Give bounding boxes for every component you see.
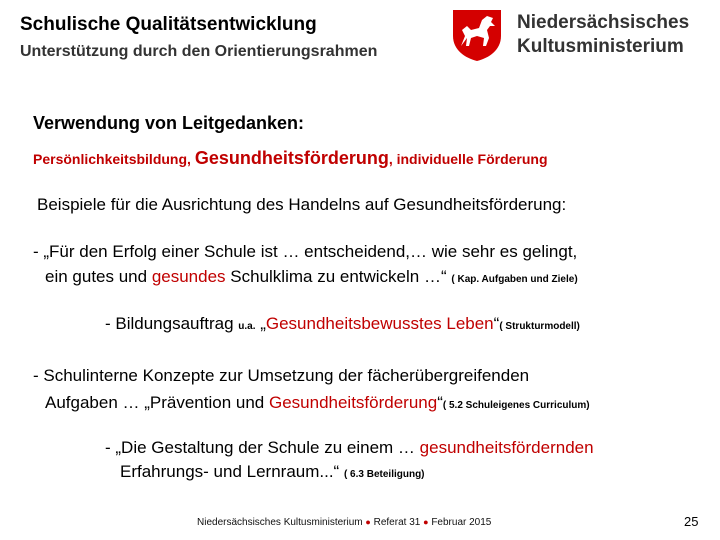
item4-text-b: Erfahrungs- und Lernraum...“: [120, 462, 344, 481]
item3-reference: ( 5.2 Schuleigenes Curriculum): [442, 400, 590, 411]
niedersachsen-horse-crest-icon: [449, 6, 505, 62]
item4-line2: [120, 462, 425, 482]
item2-text-a: - Bildungsauftrag: [105, 314, 239, 333]
item1-text-a: ein gutes und: [45, 267, 152, 286]
intro-text: Beispiele für die Ausrichtung des Handelns auf Gesundheitsförderung:: [37, 195, 567, 214]
ministry-name: [517, 11, 689, 59]
item2-line: [105, 314, 580, 334]
ministry-name-line1: Niedersächsisches: [517, 12, 690, 33]
item2-text-b: u.a.: [238, 321, 256, 332]
item1-reference: ( Kap. Aufgaben und Ziele): [451, 274, 578, 285]
item2-highlight: Gesundheitsbewusstes Leben: [265, 314, 494, 333]
topic-line: [33, 148, 548, 169]
topic-health: Gesundheitsförderung: [194, 148, 389, 168]
item4-line1: [105, 438, 594, 458]
item4-highlight: gesundheitsfördernden: [419, 438, 594, 457]
item2-reference: ( Strukturmodell): [499, 321, 580, 332]
item3-line2: [45, 393, 590, 413]
item1-line2: [45, 267, 578, 287]
item4-reference: ( 6.3 Beteiligung): [343, 469, 425, 480]
ministry-name-line2: Kultusministerium: [517, 36, 684, 57]
slide-subtitle: Unterstützung durch den Orientierungsrahmen: [20, 43, 378, 60]
footer-date: Februar 2015: [431, 517, 492, 528]
footer-org: Niedersächsisches Kultusministerium: [197, 517, 363, 528]
item1-text-c: Schulklima zu entwickeln …“: [225, 267, 452, 286]
item3-text-a: Aufgaben … „Prävention und: [45, 393, 269, 412]
page-number: 25: [684, 514, 699, 529]
footer-separator-icon: ●: [365, 517, 371, 527]
item1-highlight: gesundes: [151, 267, 226, 286]
item3-highlight: Gesundheitsförderung: [268, 393, 438, 412]
item2-text-e: “: [493, 314, 500, 333]
topic-personality: Persönlichkeitsbildung,: [33, 151, 195, 167]
item3-line1: - Schulinterne Konzepte zur Umsetzung der fächerübergreifenden: [33, 366, 530, 385]
footer-dept: Referat 31: [373, 517, 421, 528]
item1-line1: - „Für den Erfolg einer Schule ist … entscheidend,… wie sehr es gelingt,: [33, 242, 578, 261]
item4-text-a: - „Die Gestaltung der Schule zu einem …: [105, 438, 420, 457]
item2-text-c: „: [255, 314, 266, 333]
item3-text-c: “: [437, 393, 443, 412]
footer: [197, 517, 491, 528]
section-title: Verwendung von Leitgedanken:: [33, 113, 305, 133]
slide-title: Schulische Qualitätsentwicklung: [20, 14, 317, 35]
topic-individual: , individuelle Förderung: [388, 151, 548, 167]
footer-separator-icon: ●: [423, 517, 429, 527]
